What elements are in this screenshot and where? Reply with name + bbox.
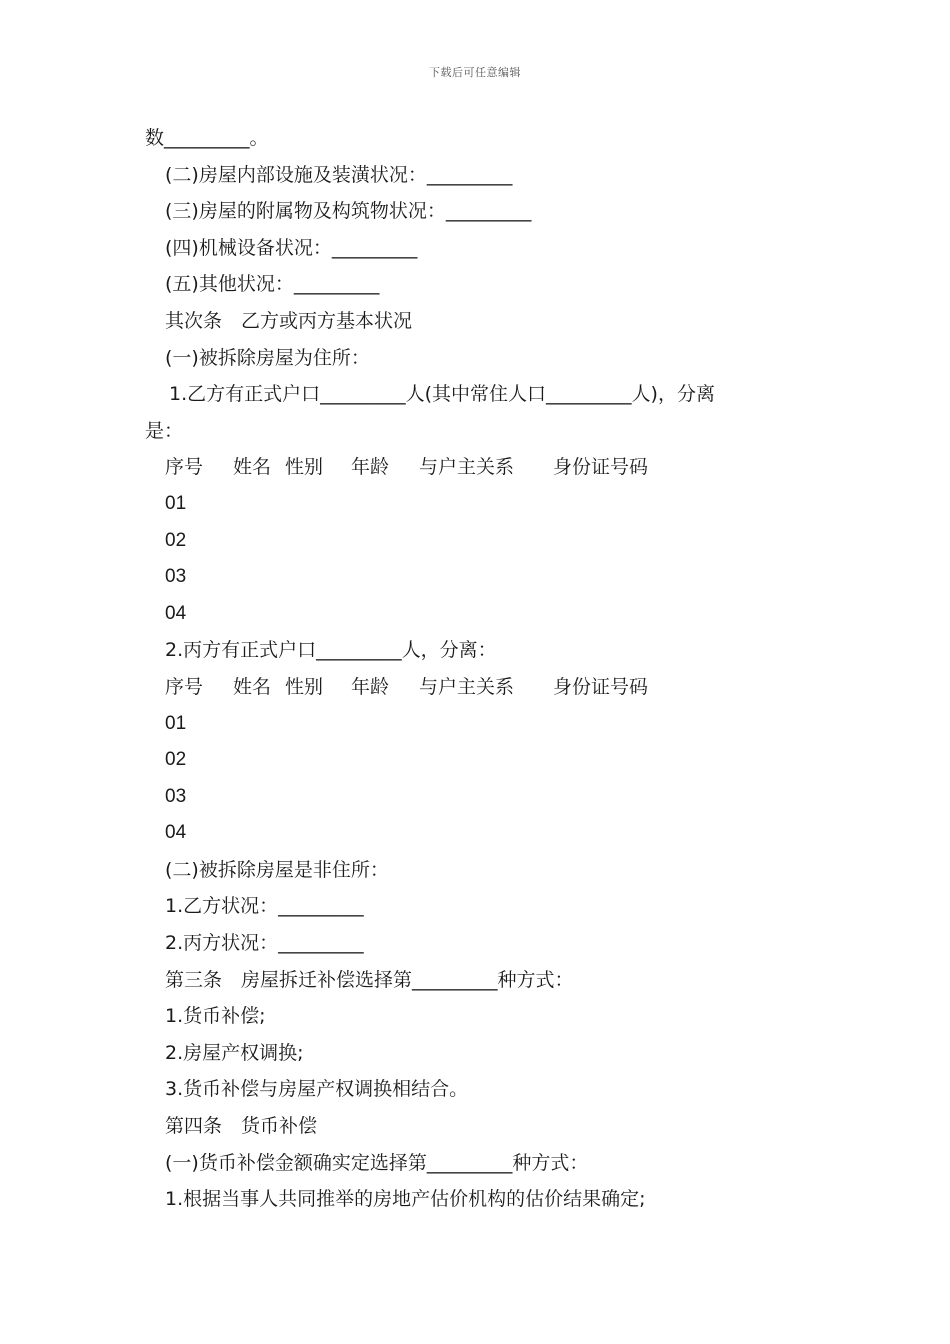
document-body <box>145 120 825 1218</box>
section-heading: 第四条 货币补偿 <box>165 1115 318 1138</box>
table-header-row <box>145 449 825 486</box>
text-line: 1.乙方有正式户口_________人(其中常住人口_________人)，分离 <box>169 383 715 406</box>
text-line: (一)货币补偿金额确实定选择第_________种方式： <box>165 1151 589 1174</box>
col-age: 年龄 <box>351 675 390 698</box>
section-heading: 其次条 乙方或丙方基本状况 <box>165 309 413 332</box>
table-row: 01 <box>165 712 187 734</box>
col-relation: 与户主关系 <box>419 675 515 698</box>
section-heading: 第三条 房屋拆迁补偿选择第_________种方式： <box>165 968 574 991</box>
col-gender: 性别 <box>285 675 324 698</box>
col-gender: 性别 <box>285 456 324 479</box>
col-relation: 与户主关系 <box>419 456 515 479</box>
table-header-row <box>145 669 825 706</box>
table-row: 04 <box>165 822 187 844</box>
text-line: (一)被拆除房屋为住所： <box>165 346 370 369</box>
col-seq: 序号 <box>165 456 204 479</box>
col-name: 姓名 <box>233 675 272 698</box>
col-name: 姓名 <box>233 456 272 479</box>
table-row: 03 <box>165 785 187 807</box>
text-line: 1.乙方状况：_________ <box>165 895 364 918</box>
text-line: 2.房屋产权调换; <box>165 1041 304 1064</box>
text-line: (五)其他状况：_________ <box>165 273 380 296</box>
table-row: 01 <box>165 492 187 514</box>
text-line: 1.货币补偿; <box>165 1005 266 1028</box>
col-age: 年龄 <box>351 456 390 479</box>
col-id: 身份证号码 <box>553 675 649 698</box>
text-line: (三)房屋的附属物及构筑物状况：_________ <box>165 200 532 223</box>
text-line: 数_________。 <box>145 127 269 149</box>
table-row: 04 <box>165 602 187 624</box>
table-row: 02 <box>165 529 187 551</box>
text-line: 2.丙方有正式户口_________人，分离： <box>165 639 497 662</box>
text-line: 2.丙方状况：_________ <box>165 932 364 955</box>
text-line: 1.根据当事人共同推举的房地产估价机构的估价结果确定; <box>165 1188 646 1211</box>
text-line: 3.货币补偿与房屋产权调换相结合。 <box>165 1078 469 1101</box>
text-line: (二)房屋内部设施及装潢状况：_________ <box>165 163 513 186</box>
col-id: 身份证号码 <box>553 456 649 479</box>
col-seq: 序号 <box>165 675 204 698</box>
text-line: (二)被拆除房屋是非住所： <box>165 858 389 881</box>
page-header-note: 下载后可任意编辑 <box>429 66 521 79</box>
text-line: (四)机械设备状况：_________ <box>165 236 418 259</box>
table-row: 02 <box>165 749 187 771</box>
text-line: 是： <box>145 419 184 442</box>
table-row: 03 <box>165 566 187 588</box>
